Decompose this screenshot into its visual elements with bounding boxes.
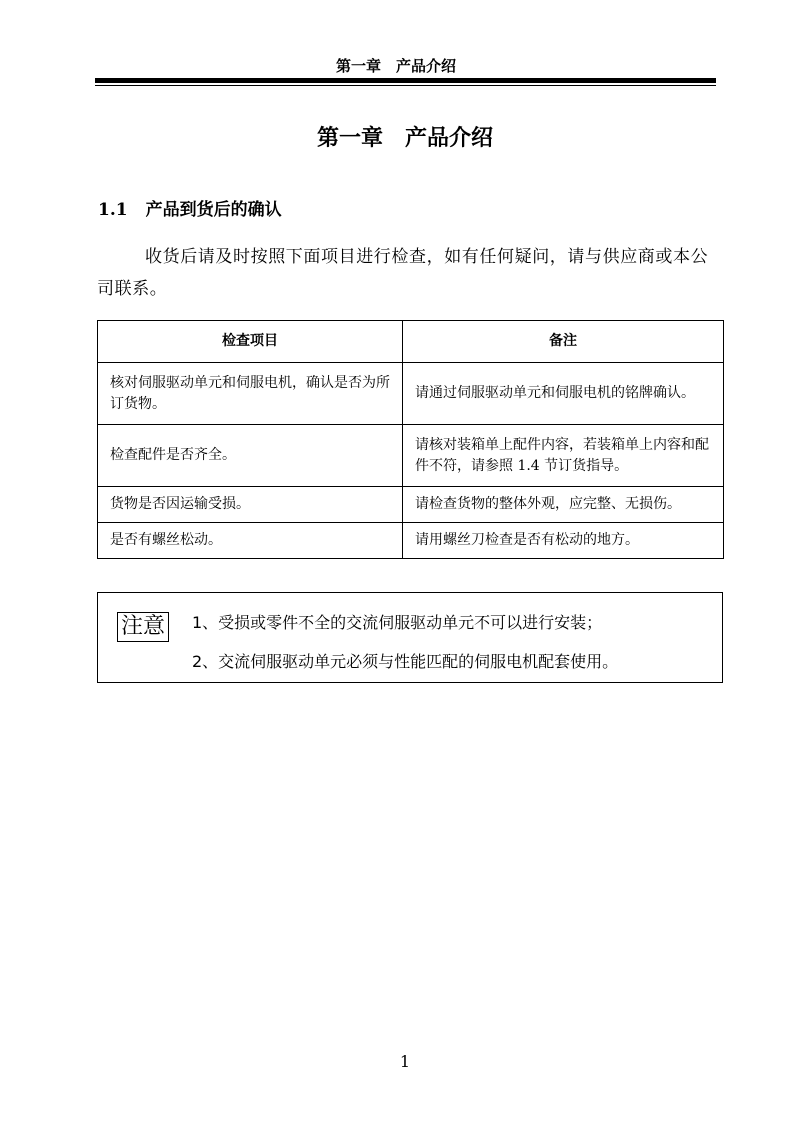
- notice-item: 1、受损或零件不全的交流伺服驱动单元不可以进行安装；: [192, 613, 603, 632]
- notice-item: 2、交流伺服驱动单元必须与性能匹配的伺服电机配套使用。: [192, 652, 619, 671]
- table-row: [98, 487, 724, 523]
- table-header-row: [98, 321, 724, 363]
- section-title: 产品到货后的确认: [145, 200, 282, 220]
- table-cell: 检查配件是否齐全。: [98, 425, 403, 487]
- table-cell: 请用螺丝刀检查是否有松动的地方。: [403, 523, 724, 559]
- table-header-cell: 备注: [403, 321, 724, 363]
- section-heading: [98, 195, 282, 220]
- notice-label: 注意: [117, 612, 169, 642]
- table-cell: 请核对装箱单上配件内容，若装箱单上内容和配件不符，请参照 1.4 节订货指导。: [403, 425, 724, 487]
- inspection-table: [97, 320, 724, 559]
- table-header-cell: 检查项目: [98, 321, 403, 363]
- intro-paragraph: 收货后请及时按照下面项目进行检查，如有任何疑问，请与供应商或本公司联系。: [97, 247, 709, 299]
- notice-box: [97, 592, 723, 683]
- table-row: [98, 523, 724, 559]
- page-number: 1: [399, 1052, 411, 1071]
- table-row: [98, 425, 724, 487]
- table-cell: 货物是否因运输受损。: [98, 487, 403, 523]
- table-cell: 是否有螺丝松动。: [98, 523, 403, 559]
- section-number: 1.1: [98, 200, 128, 220]
- table-row: [98, 363, 724, 425]
- running-header: 第一章 产品介绍: [335, 57, 456, 75]
- header-rule-thick: [95, 78, 716, 83]
- header-rule-thin: [95, 85, 716, 86]
- table-cell: 核对伺服驱动单元和伺服电机，确认是否为所订货物。: [98, 363, 403, 425]
- chapter-title: 第一章 产品介绍: [316, 126, 493, 151]
- table-cell: 请检查货物的整体外观，应完整、无损伤。: [403, 487, 724, 523]
- table-cell: 请通过伺服驱动单元和伺服电机的铭牌确认。: [403, 363, 724, 425]
